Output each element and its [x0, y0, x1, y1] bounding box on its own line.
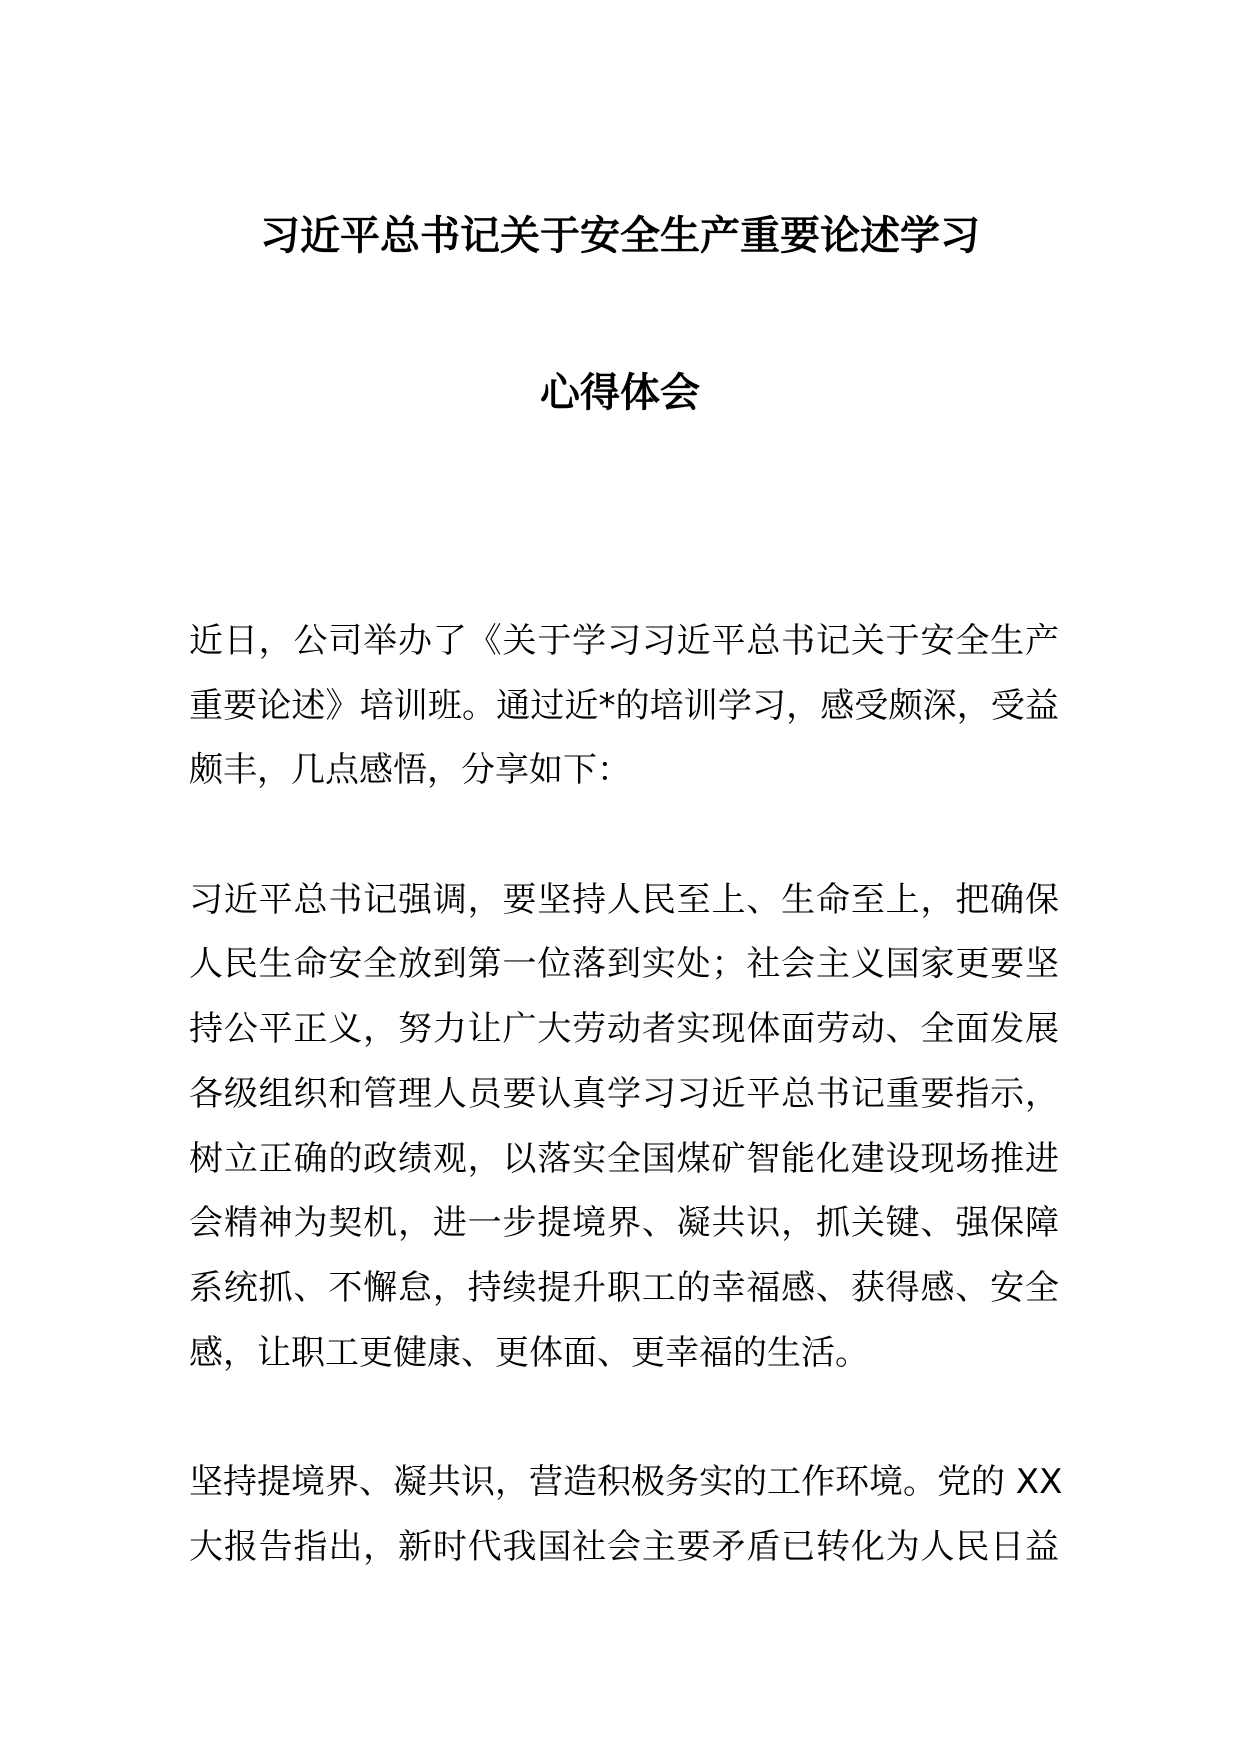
text-line: 持公平正义，努力让广大劳动者实现体面劳动、全面发展	[189, 1009, 1059, 1050]
text-line: 坚持提境界、凝共识，营造积极务实的工作环境。党的 XX	[189, 1461, 1063, 1502]
document-title-line-1: 习近平总书记关于安全生产重要论述学习	[260, 213, 980, 259]
paragraph-environment	[189, 1450, 1063, 1579]
text-line: 系统抓、不懈怠，持续提升职工的幸福感、获得感、安全	[189, 1267, 1059, 1308]
text-line: 各级组织和管理人员要认真学习习近平总书记重要指示，	[189, 1073, 1059, 1114]
text-line: 树立正确的政绩观，以落实全国煤矿智能化建设现场推进	[189, 1138, 1059, 1179]
text-line: 习近平总书记强调，要坚持人民至上、生命至上，把确保	[189, 879, 1059, 920]
document-title-line-2: 心得体会	[540, 370, 700, 416]
paragraph-directive	[189, 868, 1059, 1386]
text-line: 人民生命安全放到第一位落到实处；社会主义国家更要坚	[189, 944, 1059, 985]
paragraph-intro	[189, 609, 1059, 803]
text-line: 感，让职工更健康、更体面、更幸福的生活。	[189, 1332, 869, 1373]
text-line: 颇丰，几点感悟，分享如下：	[189, 750, 631, 791]
text-line: 近日，公司举办了《关于学习习近平总书记关于安全生产	[189, 621, 1059, 661]
text-line: 会精神为契机，进一步提境界、凝共识，抓关键、强保障	[189, 1203, 1059, 1244]
text-line: 重要论述》培训班。通过近*的培训学习，感受颇深，受益	[189, 685, 1059, 726]
document-body	[189, 609, 1063, 1644]
text-line: 大报告指出，新时代我国社会主要矛盾已转化为人民日益	[189, 1526, 1059, 1567]
